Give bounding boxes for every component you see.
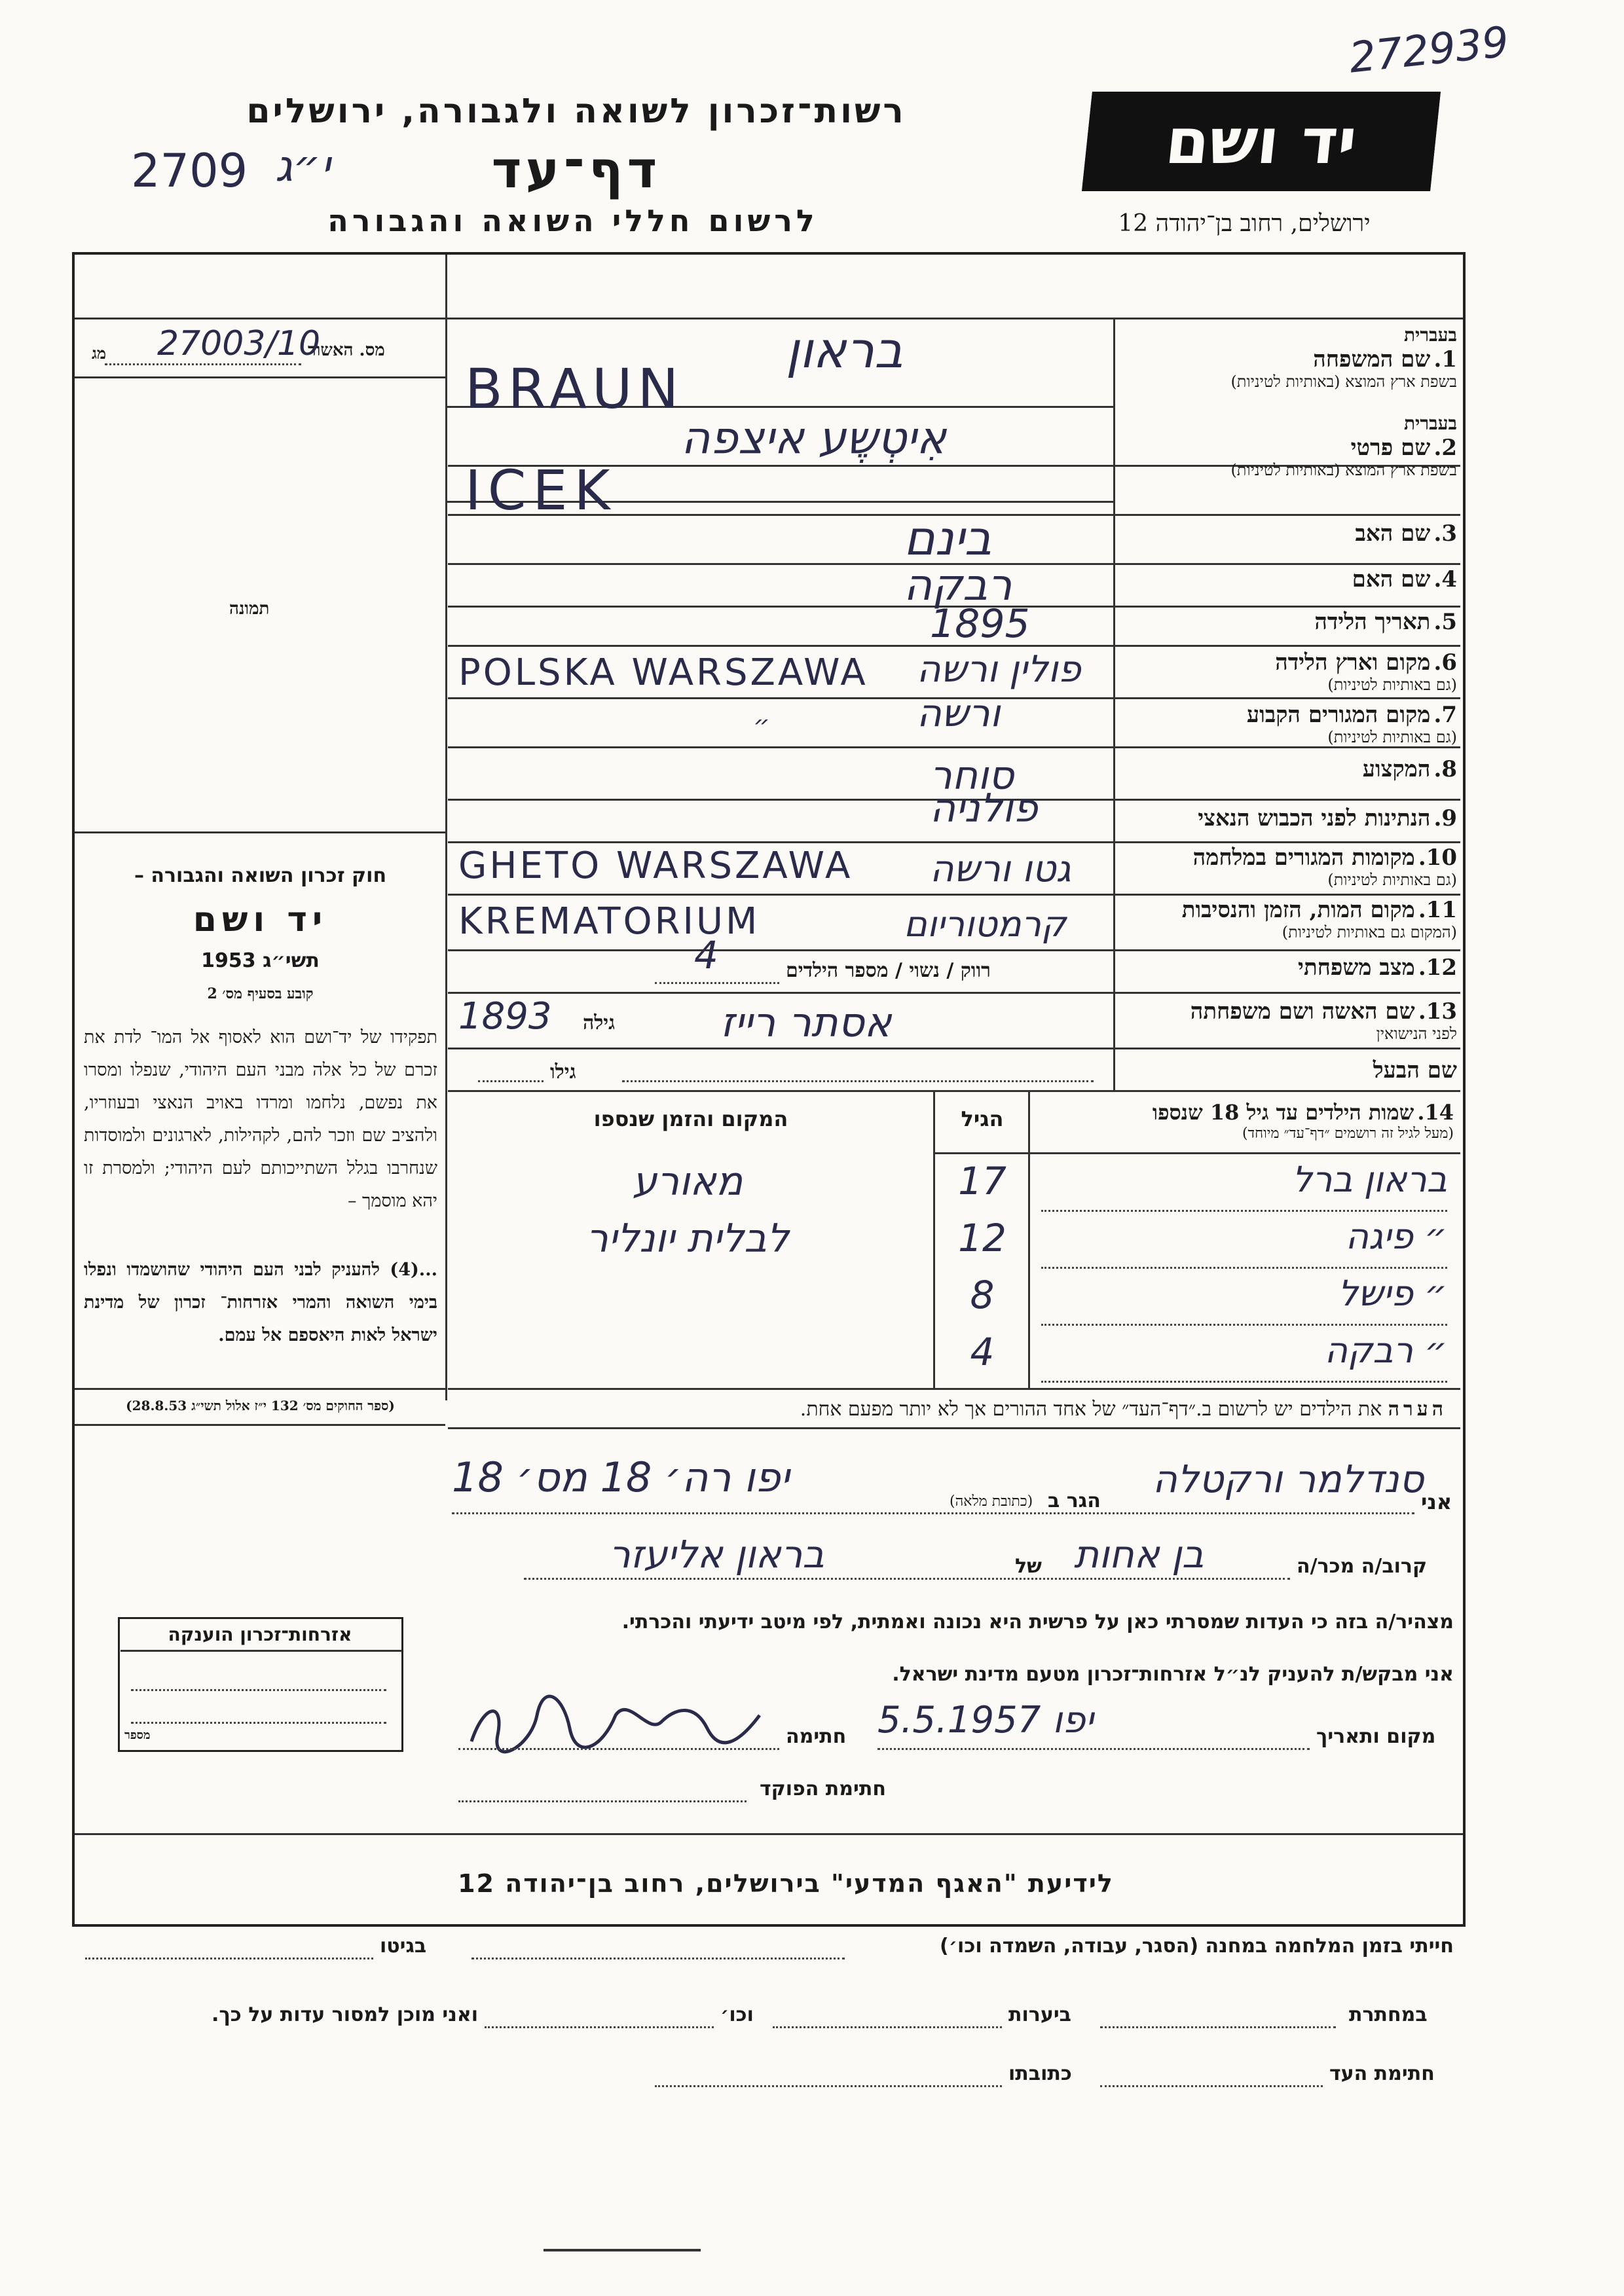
bottom-line-2c: וכו׳ [720, 2003, 754, 2026]
law-citation: (ספר החוקים מס׳ 132 י״ז אלול תשי״ג 28.8.53) [126, 1398, 395, 1413]
field-8-title: המקצוע [1362, 756, 1431, 782]
field-6-number: 6. [1433, 649, 1457, 676]
bottom-line-3-fill-b [655, 2085, 1002, 2087]
field-13-title: שם האשה ושם משפחתה [1190, 998, 1415, 1025]
citizenship-title: אזרחות־זכרון הוענקה [168, 1624, 352, 1645]
children-count-line [655, 982, 779, 984]
decl-relation-value[interactable]: בן אחות [1074, 1532, 1204, 1576]
row-divider [448, 841, 1460, 843]
bottom-line-2d: ואני מוכן למסור עדות על כך. [212, 2003, 478, 2026]
decl-place-date-label: מקום ותאריך [1316, 1725, 1436, 1748]
field-2-hebrew-tag: בעברית [1403, 412, 1457, 434]
husband-age-line [478, 1080, 544, 1082]
bottom-section-divider [75, 1833, 1463, 1835]
death-place-hebrew[interactable]: קרמטוריום [904, 903, 1067, 945]
decl-of-value[interactable]: בראון אליעזר [609, 1532, 824, 1576]
child-place[interactable]: מאורע [632, 1159, 743, 1205]
bottom-line-3b: כתובתו [1008, 2062, 1072, 2085]
field-11-sub: (המקום גם באותיות לטיניות) [1282, 923, 1457, 941]
field-9-label [1116, 805, 1457, 831]
first-name-latin[interactable]: ICEK [465, 458, 617, 522]
bottom-line-2-fill-a [1100, 2026, 1336, 2028]
birth-place-latin[interactable]: POLSKA WARSZAWA [458, 651, 868, 694]
field-2-title: שם פרטי [1350, 435, 1431, 461]
handwritten-serial: 2709 [131, 144, 248, 198]
note-row [458, 1398, 1447, 1421]
approval-line [105, 363, 301, 365]
marital-status-options: רווק / נשוי / מספר הילדים [786, 959, 991, 982]
citizenship-line-3 [131, 1722, 386, 1724]
bottom-line-1-fill-b [85, 1958, 373, 1959]
field-13-label [1116, 998, 1457, 1044]
field-11-title: מקום המות, הזמן והנסיבות [1181, 897, 1415, 923]
field-1-number: 1. [1433, 346, 1457, 373]
field-10-title: מקומות המגורים במלחמה [1192, 845, 1415, 871]
field-3-label [1116, 520, 1457, 547]
field-3-number: 3. [1433, 520, 1457, 547]
citation-bottom [75, 1424, 445, 1426]
wartime-residence-hebrew[interactable]: גטו ורשה [930, 848, 1071, 890]
handwritten-serial-mark: י״ג [275, 141, 331, 191]
note-text: את הילדים יש לרשום ב.״דף־העד״ של אחד ההורים אך לא יותר מפעם אחת. [800, 1398, 1382, 1421]
children-title: שמות הילדים עד גיל 18 שנספו [1152, 1100, 1414, 1125]
field-10-number: 10. [1418, 845, 1457, 871]
child-name[interactable]: ״ פיגה [1345, 1216, 1447, 1257]
mother-name[interactable]: רבקה [904, 560, 1012, 610]
children-count[interactable]: 4 [694, 933, 718, 977]
decl-i-value[interactable]: סנדלמר ורקטלה [1153, 1457, 1424, 1501]
child-name[interactable]: ״ פישל [1338, 1273, 1447, 1314]
child-age[interactable]: 8 [970, 1273, 995, 1317]
field-10-label [1116, 845, 1457, 890]
child-name[interactable]: בראון ברל [1292, 1159, 1447, 1200]
approval-divider [75, 376, 445, 378]
authority-title: רשות־זכרון לשואה ולגבורה, ירושלים [246, 92, 906, 131]
decl-official-sig-label: חתימת הפוקד [760, 1777, 886, 1800]
field-7-label [1116, 702, 1457, 747]
signature-drawing [458, 1689, 773, 1761]
law-name: יד ושם [193, 900, 328, 939]
field-13-sub: לפני הנישואין [1376, 1025, 1457, 1043]
decl-official-line [458, 1800, 747, 1802]
law-text-2: ...(4) להעניק לבני העם היהודי שהושמדו ונפלו בימי השואה והמרי אזרחות־ זכרון של מדינת ישראל לאות היאספם אל עמם. [84, 1260, 437, 1345]
field-2-sub: בשפת ארץ המוצא (באותיות לטיניות) [1230, 461, 1457, 479]
husband-title: שם הבעל [1373, 1057, 1457, 1084]
children-top [448, 1090, 1460, 1092]
law-clause: קובע בסעיף מס׳ 2 [207, 985, 314, 1002]
field-6-title: מקום וארץ הלידה [1275, 649, 1431, 676]
decl-i-label: אני [1421, 1489, 1452, 1514]
page-bottom-mark [544, 2249, 701, 2251]
bottom-line-3a: חתימת העד [1329, 2062, 1435, 2085]
law-year: תשי״ג 1953 [201, 949, 320, 972]
decl-resides-label: הגר ב [1048, 1489, 1101, 1512]
death-place-latin[interactable]: KREMATORIUM [458, 900, 760, 943]
field-7-number: 7. [1433, 702, 1457, 728]
bottom-line-2-fill-c [485, 2026, 714, 2028]
decl-relation-label: קרוב/ה מכר/ה [1297, 1555, 1428, 1578]
decl-line-1 [452, 1512, 1414, 1514]
citizenship-line-1 [120, 1650, 402, 1652]
field-1-label [1116, 324, 1457, 392]
child-row-line [1041, 1324, 1447, 1326]
field-11-number: 11. [1418, 897, 1457, 923]
note-label: הערה [1388, 1398, 1447, 1421]
field-2-label [1116, 412, 1457, 480]
note-bottom [448, 1427, 1460, 1429]
father-name[interactable]: בינם [904, 511, 992, 566]
field-12-title: מצב משפחתי [1298, 955, 1415, 981]
row-divider [448, 894, 1460, 896]
children-title-sub: (מעל לגיל זה רושמים ״דף־עד״ מיוחד) [1242, 1125, 1454, 1142]
field-2-number: 2. [1433, 435, 1457, 461]
children-header [1035, 1100, 1454, 1142]
citation-divider [75, 1388, 445, 1390]
decl-address-hint: (כתובת מלאה) [950, 1493, 1033, 1510]
birth-place-hebrew[interactable]: פולין ורשה [917, 648, 1081, 691]
law-text-1: תפקידו של יד־ושם הוא לאסוף אל המו־ לדת את זכרם של כל אלה מבני העם היהודי, שנפלו ומסרו את נפשם, נלחמו ומרדו באויב הנאצי ובעוזריו, ולהציב שם וזכר להם, לקהילות, לארגונים ולמוסדות שנחרבו בגלל השתייכותם לעם היהודי; ולמסרת זו יהא מוסמך – [84, 1027, 437, 1211]
child-place[interactable]: לבלית יונליר [586, 1216, 789, 1262]
residence-ditto[interactable]: ״ [753, 710, 770, 740]
decl-place-date-value[interactable]: יפו 5.5.1957 [877, 1699, 1094, 1741]
field-1-sub: בשפת ארץ המוצא (באותיות לטיניות) [1230, 373, 1457, 391]
bottom-line-2-fill-b [773, 2026, 1002, 2028]
child-name[interactable]: ״ רבקה [1324, 1330, 1447, 1371]
children-header-divider [933, 1152, 1460, 1154]
yad-vashem-logo: יד ושם [1082, 92, 1441, 191]
bottom-line-2b: ביערות [1008, 2003, 1071, 2026]
field-4-number: 4. [1433, 566, 1457, 592]
children-place-header: המקום והזמן שנספו [593, 1106, 788, 1131]
approval-label: מס. האשור [308, 340, 385, 360]
field-9-title: הנתינות לפני הכבוש הנאצי [1198, 805, 1431, 831]
field-8-number: 8. [1433, 756, 1457, 782]
form-subtitle: לרשום חללי השואה והגבורה [327, 203, 819, 238]
decl-signature-label: חתימה [786, 1725, 847, 1748]
field-12-number: 12. [1418, 955, 1457, 981]
profession[interactable]: סוחר [930, 753, 1014, 799]
wife-age-label: גילה [583, 1011, 616, 1034]
bottom-line-1b: בגיטו [380, 1935, 427, 1958]
child-row-line [1041, 1267, 1447, 1269]
field-5-title: תאריך הלידה [1314, 609, 1431, 635]
residence[interactable]: ורשה [917, 691, 1001, 735]
citizenship-footer: מספר [124, 1728, 151, 1742]
bottom-line-3-fill-a [1100, 2085, 1323, 2087]
decl-line-b: אני מבקש/ת להעניק לנ״ל אזרחות־זכרון מטעם מדינת ישראל. [892, 1663, 1454, 1686]
field-5-number: 5. [1433, 609, 1457, 635]
row-divider [448, 949, 1460, 951]
field-7-sub: (גם באותיות לטיניות) [1327, 728, 1457, 746]
husband-name-line [622, 1080, 1094, 1082]
decl-address-value[interactable]: יפו רה׳ 18 מס׳ 18 [452, 1453, 790, 1501]
children-col-divider-1 [933, 1090, 935, 1388]
law-title: חוק זכרון השואה והגבורה – [134, 864, 387, 887]
decl-place-date-line [877, 1748, 1310, 1750]
citizenship-line-2 [131, 1689, 386, 1691]
field-5-label [1116, 609, 1457, 635]
child-age[interactable]: 17 [958, 1159, 1006, 1203]
bottom-line-1a: חייתי בזמן המלחמה במחנה (הסגר, עבודה, השמדה וכו׳) [940, 1935, 1454, 1958]
field-4-title: שם האם [1352, 566, 1431, 592]
wife-age[interactable]: 1893 [458, 995, 552, 1038]
bottom-line-2a: במחתרת [1349, 2003, 1428, 2026]
children-col-divider-2 [1028, 1090, 1030, 1388]
child-row-line [1041, 1381, 1447, 1383]
decl-line-a: מצהיר/ה בזה כי העדות שמסרתי כאן על פרשית היא נכונה ואמתית, לפי מיטב ידיעתי והכרתי. [621, 1611, 1454, 1633]
decl-signature-line [458, 1748, 779, 1750]
wartime-residence-latin[interactable]: GHETO WARSZAWA [458, 845, 853, 887]
form-title: דף־עד [491, 141, 661, 200]
photo-label: תמונה [229, 599, 270, 619]
approval-number: 27003/10 [157, 324, 321, 363]
row-divider [448, 1048, 1460, 1049]
field-10-sub: (גם באותיות לטיניות) [1327, 871, 1457, 889]
labels-column-divider [1113, 318, 1115, 1090]
field-11-label [1116, 897, 1457, 942]
wife-name[interactable]: אסתר רייז [720, 998, 892, 1046]
field-1-title: שם המשפחה [1313, 346, 1431, 373]
decl-of-label: של [1015, 1555, 1042, 1578]
birth-date[interactable]: 1895 [930, 601, 1030, 647]
children-bottom [448, 1388, 1460, 1390]
bottom-title: לידיעת "האגף המדעי" בירושלים, רחוב בן־יהודה 12 [458, 1869, 1114, 1898]
family-name-hebrew[interactable]: בראון [786, 321, 904, 379]
family-name-latin[interactable]: BRAUN [465, 357, 684, 421]
field-7-title: מקום המגורים הקבוע [1246, 702, 1431, 728]
photo-divider [75, 831, 445, 833]
decl-line-2 [524, 1578, 1290, 1580]
field-8-label [1116, 756, 1457, 782]
husband-label [1116, 1057, 1457, 1084]
field-6-sub: (גם באותיות לטיניות) [1327, 676, 1457, 694]
child-age[interactable]: 12 [958, 1216, 1006, 1260]
field-6-label [1116, 649, 1457, 695]
child-age[interactable]: 4 [970, 1330, 995, 1374]
husband-age-label: גילו [550, 1061, 576, 1084]
approval-suffix: מג [92, 344, 107, 363]
children-age-header: הגיל [961, 1106, 1004, 1131]
left-panel-divider [445, 255, 447, 1400]
field-3-title: שם האב [1355, 520, 1431, 547]
field-1-hebrew-tag: בעברית [1403, 324, 1457, 346]
field-13-number: 13. [1418, 998, 1457, 1025]
address: ירושלים, רחוב בן־יהודה 12 [1118, 210, 1371, 237]
bottom-line-1-fill-a [471, 1958, 845, 1959]
field-4-label [1116, 566, 1457, 592]
field-9-number: 9. [1433, 805, 1457, 831]
top-row-divider [75, 318, 1463, 319]
row-divider [448, 992, 1460, 994]
corner-number: 272939 [1346, 18, 1511, 83]
first-name-hebrew[interactable]: אִיטְשֶע איצפה [681, 412, 947, 464]
field-12-label [1116, 955, 1457, 981]
child-row-line [1041, 1210, 1447, 1212]
children-number: 14. [1417, 1100, 1454, 1125]
nationality[interactable]: פולניה [930, 786, 1038, 831]
